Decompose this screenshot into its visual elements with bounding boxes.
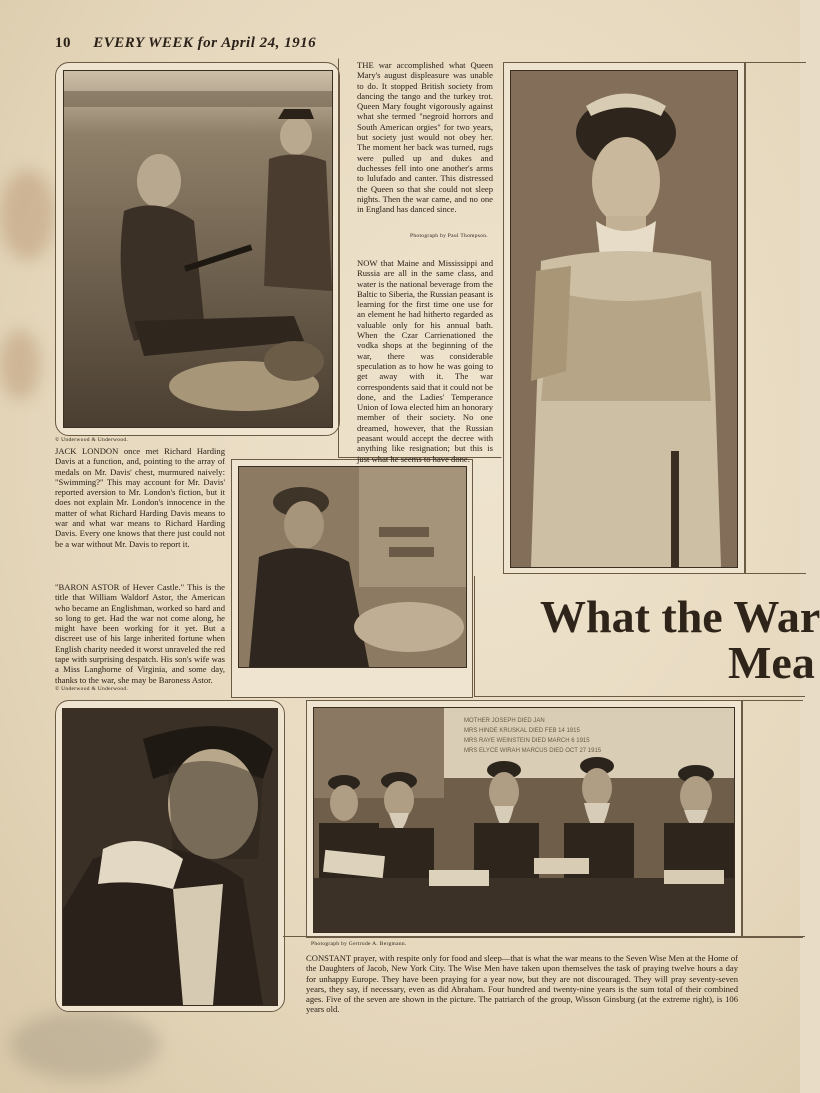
caption-text: THE war accomplished what Queen Mary's august displeasure was unable to do. It stopped British society from dancing the tango and the turkey trot. Queen Mary fought vigorously against what she termed "negroid horrors and South American orgies" for two years, but society just would not obey her. The moment her back was turned, rugs were pulled up and dukes and duchesses fell into one another's arms to lulufado and canter. This distressed the Queen so that she could not sleep nights. Then the war came, and no one in England has danced since. xyxy=(357,60,493,215)
photo-credit: © Underwood & Underwood. xyxy=(55,686,129,692)
caption-russia xyxy=(357,258,493,464)
wall-plaque-line: MOTHER JOSEPH DIED JAN xyxy=(464,718,545,724)
headline-line-2: Mea xyxy=(728,637,815,688)
page-header xyxy=(55,35,316,52)
photo-scene-wise-men xyxy=(314,708,734,932)
caption-baron-astor xyxy=(55,582,225,685)
photo-queen-mary xyxy=(510,70,738,568)
page-number: 10 xyxy=(55,35,71,51)
photo-lady-astor xyxy=(62,708,278,1006)
caption-text: CONSTANT prayer, with respite only for food and sleep—that is what the war means to the Seven Wise Men at the Home of the Daughters of Jacob, New York City. The Wise Men have taken upon themselves the task of praying twelve hours a day for unhappy Europe. They have been praying for a year now, but they are not discouraged. They will pray seventy-seven years, they say, if necessary, even as did Abraham. Four hundred and twenty-nine years is the sum total of their combined ages. Five of the seven are shown in the picture. The patriarch of the group, Wisson Ginsburg (at the extreme right), is 106 years old. xyxy=(306,953,738,1015)
caption-text: JACK LONDON once met Richard Harding Davis at a function, and, pointing to the array of medals on Mr. Davis' chest, murmured naively: "Swimming?" This may account for Mr. Davis' reported aversion to Mr. London's fiction, but it does not explain Mr. London's innocence in the matter of what Richard Harding Davis means to war and what war means to Richard Harding Davis. Every one knows that there just could not be a war without Mr. Davis to report it. xyxy=(55,446,225,549)
caption-jack-london xyxy=(55,446,225,549)
right-edge-frame xyxy=(745,62,806,574)
caption-queen-mary xyxy=(357,60,493,214)
issue-line: EVERY WEEK for April 24, 1916 xyxy=(93,35,317,51)
photo-credit: Photograph by Gertrude A. Bergmann. xyxy=(311,941,407,947)
water-stain xyxy=(10,1010,160,1080)
photo-credit: Photograph by Paul Thompson. xyxy=(410,233,488,239)
photo-scene-peasant xyxy=(239,467,466,667)
photo-scene-soldiers xyxy=(64,71,332,427)
photo-scene-lady xyxy=(63,709,277,1005)
photo-wise-men xyxy=(313,707,735,933)
caption-text: NOW that Maine and Mississippi and Russia are all in the same class, and water is the national beverage from the Baltic to Siberia, the Russian peasant is learning for the first time one use for an element he had hitherto regarded as valuable only for his annual bath. When the Czar Carrienationed the vodka shops at the beginning of the war, there was considerable speculation as to how he was going to get away with it. The war correspondents said that it could not be done, and the Ladies' Temperance Union of Iowa elected him an honorary member of their society. No one dreamed, however, that the Russian peasant would accept the decree with anything like resignation; but this is just what he seems to have done. xyxy=(357,258,493,464)
photo-russian-peasant xyxy=(238,466,467,668)
right-edge-frame-bottom xyxy=(742,700,803,938)
caption-wise-men xyxy=(306,953,738,1015)
photo-davis-london xyxy=(63,70,333,428)
wall-plaque-line: MRS RAYE WEINSTEIN DIED MARCH 6 1915 xyxy=(464,738,590,744)
photo-credit: © Underwood & Underwood. xyxy=(55,437,129,443)
photo-scene-queen xyxy=(511,71,737,567)
headline-line-1: What the War xyxy=(540,591,820,642)
wall-plaque-line: MRS ELYCE WIRAH MARCUS DIED OCT 27 1915 xyxy=(464,748,602,754)
water-stain xyxy=(0,330,40,400)
wall-plaque-line: MRS HINDE KRUSKAL DIED FEB 14 1915 xyxy=(464,728,580,734)
water-stain xyxy=(0,170,55,260)
caption-text: "BARON ASTOR of Hever Castle." This is the title that William Waldorf Astor, the American who became an Englishman, worked so hard and so long to get. Had the war not come along, he might have been working for it yet. But a discreet use of his large inherited fortune when English charity needed it worst unraveled the red tape with surprising despatch. His son's wife was a Miss Langhorne of Virginia, and some day, thanks to the war, she may be Baroness Astor. xyxy=(55,582,225,685)
